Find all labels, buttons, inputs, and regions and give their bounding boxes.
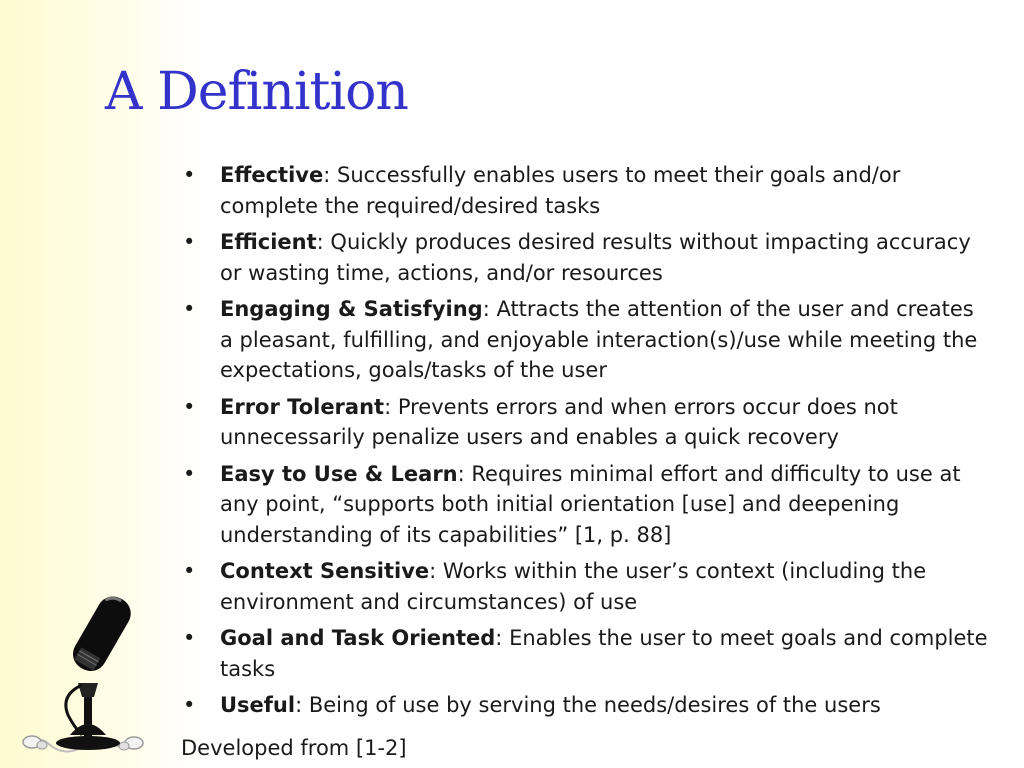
bullet-icon: • (183, 559, 196, 583)
bullet-term: Engaging & Satisfying (220, 297, 483, 321)
bullet-separator: : (429, 559, 443, 583)
source-footnote: Developed from [1-2] (181, 736, 407, 760)
bullet-term: Efficient (220, 230, 317, 254)
bullet-description: Being of use by serving the needs/desires of the users (308, 693, 881, 717)
bullet-separator: : (323, 163, 337, 187)
definition-list (181, 160, 991, 727)
bullet-description: Works within the user’s context (including the environment and circumstances) of use (220, 559, 927, 614)
bullet-description: Prevents errors and when errors occur does not unnecessarily penalize users and enables a quick recovery (220, 394, 898, 449)
bullet-term: Effective (220, 163, 324, 187)
bullet-description: Attracts the attention of the user and creates a pleasant, fulfilling, and enjoyable interaction(s)/use while meeting the expectations, goals/tasks of the user (220, 297, 978, 382)
list-item (181, 227, 991, 288)
bullet-icon: • (183, 230, 196, 254)
bullet-description: Requires minimal effort and difficulty to use at any point, “supports both initial orientation [use] and deepening understanding of its capabilities” [1, p. 88] (220, 461, 961, 547)
microphone-icon (20, 585, 150, 757)
bullet-separator: : (316, 230, 331, 254)
bullet-term: Easy to Use & Learn (220, 461, 458, 486)
bullet-separator: : (295, 693, 309, 717)
bullet-description: Enables the user to meet goals and complete tasks (220, 626, 988, 681)
bullet-icon: • (183, 394, 196, 419)
bullet-icon: • (183, 163, 196, 187)
list-item (181, 392, 991, 453)
bullet-separator: : (384, 394, 398, 419)
bullet-description: Quickly produces desired results without impacting accuracy or wasting time, actions, and/or resources (220, 230, 971, 285)
list-item (181, 690, 991, 721)
list-item (181, 160, 991, 221)
bullet-separator: : (482, 297, 497, 321)
list-item (181, 623, 991, 684)
bullet-icon: • (183, 626, 196, 650)
list-item (181, 459, 991, 551)
bullet-term: Context Sensitive (220, 559, 430, 583)
bullet-separator: : (495, 626, 510, 650)
bullet-term: Useful (220, 693, 296, 717)
list-item (181, 556, 991, 617)
bullet-separator: : (457, 461, 472, 486)
bullet-term: Goal and Task Oriented (220, 626, 496, 650)
slide-title: A Definition (105, 62, 408, 122)
bullet-description: Successfully enables users to meet their goals and/or complete the required/desired tasks (220, 163, 901, 218)
bullet-icon: • (183, 693, 196, 717)
bullet-icon: • (183, 297, 196, 321)
bullet-icon: • (183, 461, 196, 486)
list-item (181, 294, 991, 386)
bullet-term: Error Tolerant (220, 394, 385, 419)
